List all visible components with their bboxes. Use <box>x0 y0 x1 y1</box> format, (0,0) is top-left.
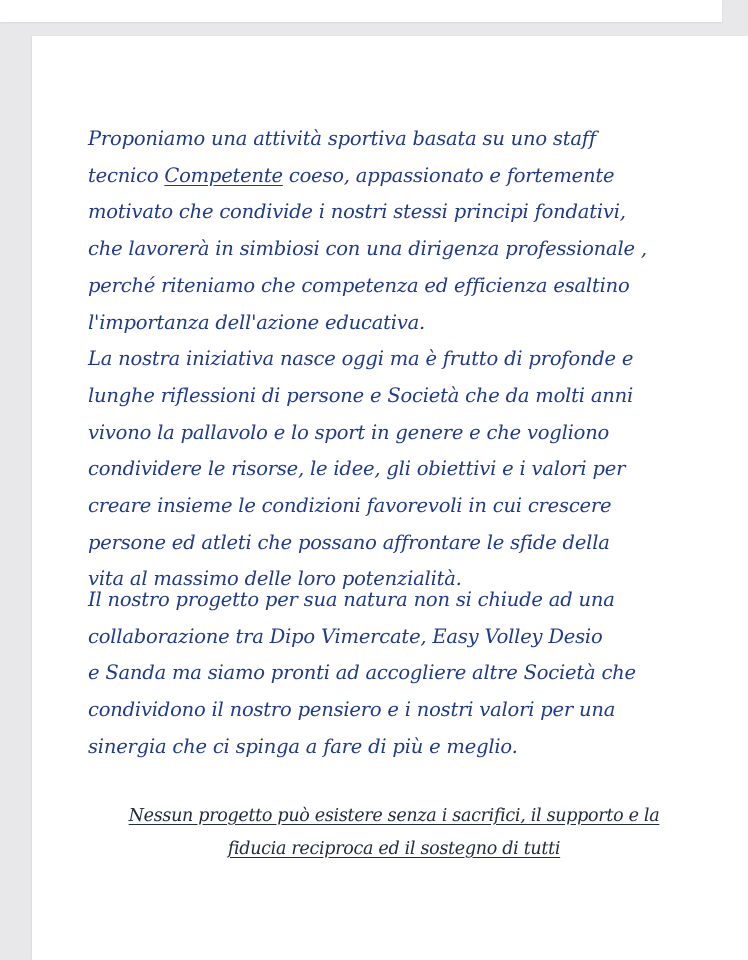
text-line: vita al massimo delle loro potenzialità. <box>88 567 462 591</box>
text-line <box>88 158 688 195</box>
text-line: lunghe riflessioni di persone e Società che da molti anni <box>88 383 634 407</box>
paragraph-collaboration <box>88 582 688 766</box>
closing-line: fiducia reciproca ed il sostegno di tutti <box>227 839 561 859</box>
text-line: motivato che condivide i nostri stessi principi fondativi, <box>88 200 626 224</box>
paragraph-intro <box>88 121 688 598</box>
text-line: condividere le risorse, le idee, gli obiettivi e i valori per <box>88 457 626 481</box>
text-line: condividono il nostro pensiero e i nostri valori per una <box>88 698 616 722</box>
text-line: sinergia che ci spinga a fare di più e meglio. <box>88 734 518 758</box>
text-line: perché riteniamo che competenza ed efficienza esaltino <box>88 273 630 297</box>
text-segment: coeso, appassionato e fortemente <box>282 163 615 187</box>
previous-page-edge <box>0 0 722 22</box>
text-line: creare insieme le condizioni favorevoli in cui crescere <box>88 494 612 518</box>
text-line: vivono la pallavolo e lo sport in genere e che vogliono <box>88 420 610 444</box>
closing-line: Nessun progetto può esistere senza i sacrifici, il supporto e la <box>128 806 660 826</box>
closing-statement <box>94 800 694 866</box>
underlined-word: Competente <box>164 163 283 187</box>
text-line: l'importanza dell'azione educativa. <box>88 310 426 334</box>
text-line: persone ed atleti che possano affrontare le sfide della <box>88 530 610 554</box>
text-line: Proponiamo una attività sportiva basata su uno staff <box>88 127 596 150</box>
text-line: che lavorerà in simbiosi con una dirigenza professionale , <box>88 237 647 261</box>
text-segment: tecnico <box>88 163 165 187</box>
text-line: La nostra iniziativa nasce oggi ma è frutto di profonde e <box>88 347 634 371</box>
text-line: Il nostro progetto per sua natura non si chiude ad una <box>88 588 615 611</box>
text-line: e Sanda ma siamo pronti ad accogliere altre Società che <box>88 661 636 685</box>
text-line: collaborazione tra Dipo Vimercate, Easy Volley Desio <box>88 624 603 648</box>
